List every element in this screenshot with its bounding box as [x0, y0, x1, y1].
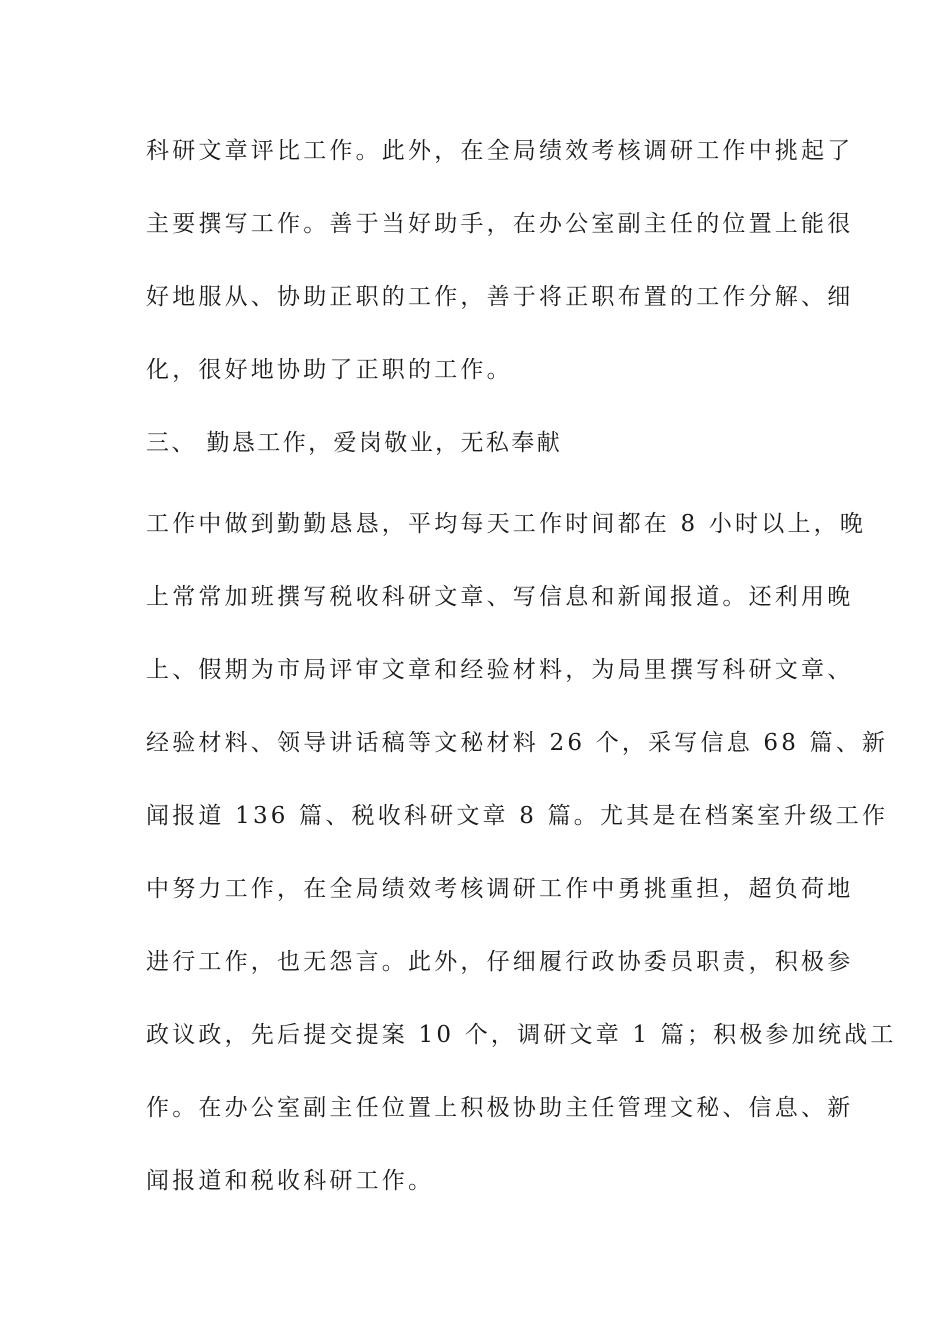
paragraph-line: 进行工作，也无怨言。此外，仔细履行政协委员职责，积极参	[146, 949, 854, 975]
paragraph-line: 工作中做到勤勤恳恳，平均每天工作时间都在 8 小时以上，晚	[146, 511, 867, 537]
section-heading: 三、 勤恳工作，爱岗敬业，无私奉献	[146, 430, 563, 456]
paragraph-line: 经验材料、领导讲话稿等文秘材料 26 个，采写信息 68 篇、新	[146, 730, 889, 756]
paragraph-line: 主要撰写工作。善于当好助手，在办公室副主任的位置上能很	[146, 211, 854, 237]
paragraph-line: 好地服从、协助正职的工作，善于将正职布置的工作分解、细	[146, 284, 854, 310]
paragraph-line: 科研文章评比工作。此外，在全局绩效考核调研工作中挑起了	[146, 138, 854, 164]
paragraph-line: 政议政，先后提交提案 10 个，调研文章 1 篇；积极参加统战工	[146, 1022, 897, 1048]
paragraph-line: 作。在办公室副主任位置上积极协助主任管理文秘、信息、新	[146, 1095, 854, 1121]
paragraph-line: 闻报道和税收科研工作。	[146, 1168, 435, 1194]
paragraph-line: 中努力工作，在全局绩效考核调研工作中勇挑重担，超负荷地	[146, 876, 854, 902]
paragraph-line: 化，很好地协助了正职的工作。	[146, 357, 513, 383]
paragraph-line: 上常常加班撰写税收科研文章、写信息和新闻报道。还利用晚	[146, 584, 854, 610]
paragraph-line: 闻报道 136 篇、税收科研文章 8 篇。尤其是在档案室升级工作	[146, 803, 889, 829]
paragraph-line: 上、假期为市局评审文章和经验材料，为局里撰写科研文章、	[146, 657, 854, 683]
